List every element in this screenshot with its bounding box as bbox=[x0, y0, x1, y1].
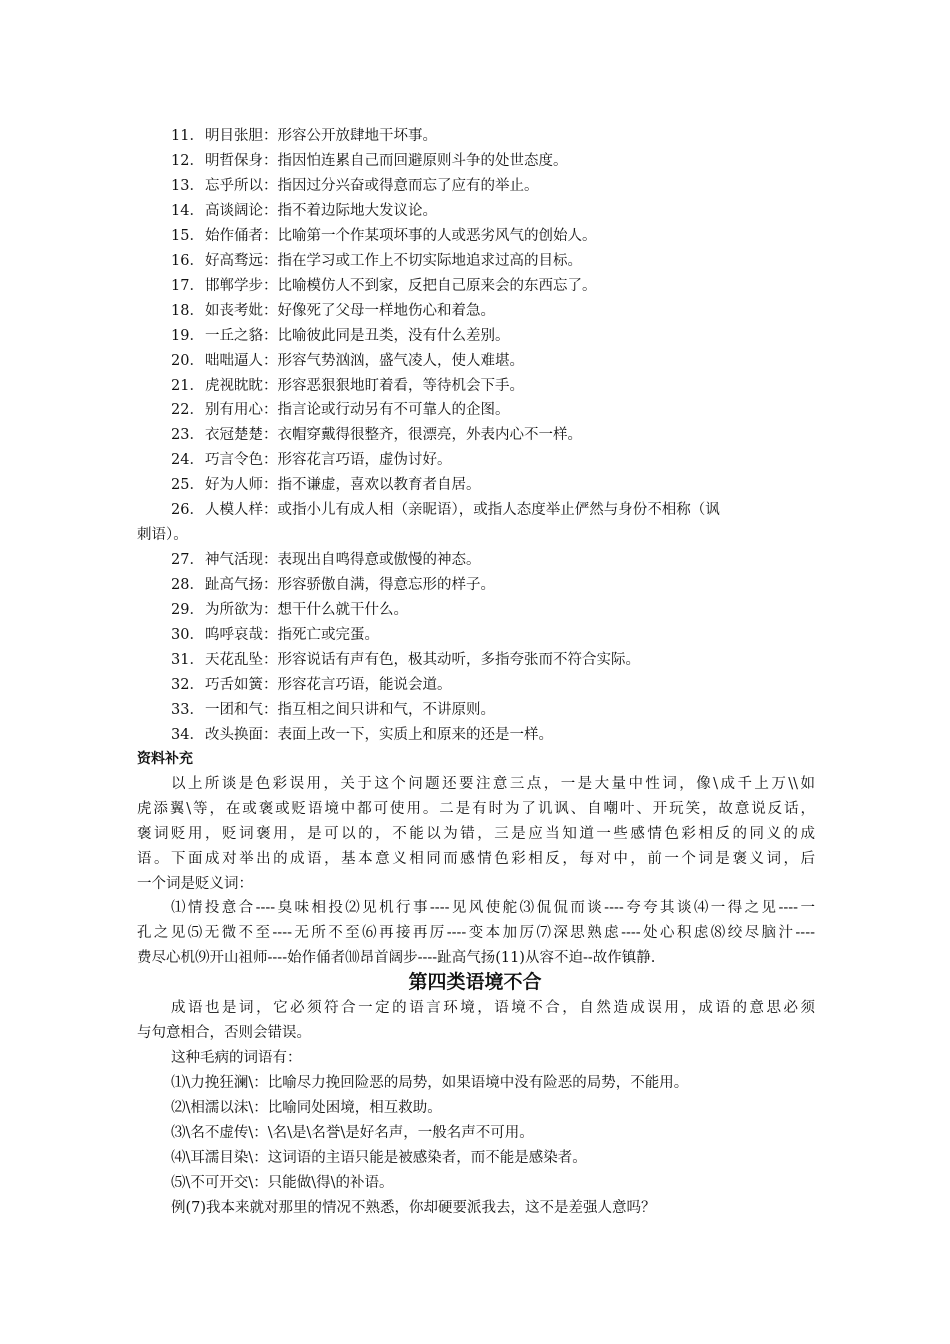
paragraph-line: 与句意相合，否则会错误。 bbox=[137, 1025, 311, 1041]
idiom-definition: 始作俑者：比喻第一个作某项坏事的人或恶劣风气的创始人。 bbox=[205, 227, 597, 244]
idiom-number: 16． bbox=[171, 252, 204, 269]
idiom-number: 31． bbox=[171, 651, 204, 668]
idiom-item bbox=[171, 299, 495, 324]
idiom-definition: 巧舌如簧：形容花言巧语，能说会道。 bbox=[205, 676, 452, 693]
list-item: 例(7)我本来就对那里的情况不熟悉，你却硬要派我去，这不是差强人意吗？ bbox=[171, 1200, 656, 1216]
section-title: 第四类语境不合 bbox=[408, 971, 542, 993]
idiom-number: 14． bbox=[171, 202, 204, 219]
idiom-item bbox=[171, 648, 640, 673]
idiom-definition: 咄咄逼人：形容气势汹汹，盛气凌人，使人难堪。 bbox=[205, 352, 524, 369]
idiom-definition: 好高骛远：指在学习或工作上不切实际地追求过高的目标。 bbox=[205, 252, 582, 269]
paragraph-line: 成语也是词，它必须符合一定的语言环境，语境不合，自然造成误用，成语的意思必须 bbox=[171, 1000, 815, 1016]
list-item: ⑵\相濡以沫\：比喻同处困境，相互救助。 bbox=[171, 1100, 442, 1116]
idiom-number: 33． bbox=[171, 701, 204, 718]
list-item: ⑸\不可开交\：只能做\得\的补语。 bbox=[171, 1175, 394, 1191]
idiom-definition: 衣冠楚楚：衣帽穿戴得很整齐，很漂亮，外表内心不一样。 bbox=[205, 427, 582, 444]
idiom-definition: 忘乎所以：指因过分兴奋或得意而忘了应有的举止。 bbox=[205, 177, 539, 194]
idiom-pair-line: ⑴情投意合----臭味相投⑵见机行事----见风使舵⑶侃侃而谈----夸夸其谈⑷一得之见----一 bbox=[171, 900, 815, 916]
idiom-item bbox=[171, 723, 553, 748]
idiom-definition: 好为人师：指不谦虚，喜欢以教育者自居。 bbox=[205, 477, 481, 494]
idiom-item bbox=[171, 224, 597, 249]
idiom-definition: 巧言令色：形容花言巧语，虚伪讨好。 bbox=[205, 452, 452, 469]
paragraph-line: 以上所谈是色彩误用，关于这个问题还要注意三点，一是大量中性词，像\成千上万\\如 bbox=[171, 776, 815, 792]
idiom-number: 13． bbox=[171, 177, 204, 194]
paragraph-line: 这种毛病的词语有： bbox=[171, 1050, 302, 1066]
idiom-number: 30． bbox=[171, 627, 204, 643]
idiom-number: 15． bbox=[171, 227, 204, 244]
idiom-item bbox=[171, 573, 495, 598]
list-item: ⑷\耳濡目染\：这词语的主语只能是被感染者，而不能是感染者。 bbox=[171, 1150, 587, 1166]
idiom-number: 29． bbox=[171, 602, 204, 619]
idiom-definition: 一团和气：指互相之间只讲和气，不讲原则。 bbox=[205, 701, 495, 718]
idiom-definition: 一丘之貉：比喻彼此同是丑类，没有什么差别。 bbox=[205, 327, 510, 344]
idiom-item bbox=[171, 548, 481, 573]
paragraph-line: 褒词贬用，贬词褒用，是可以的，不能以为错，三是应当知道一些感情色彩相反的同义的成 bbox=[137, 825, 815, 842]
idiom-definition: 神气活现：表现出自鸣得意或傲慢的神态。 bbox=[205, 552, 481, 569]
paragraph-line: 一个词是贬义词： bbox=[137, 875, 253, 892]
idiom-item bbox=[171, 498, 720, 523]
idiom-number: 18． bbox=[171, 302, 204, 319]
supplement-heading: 资料补充 bbox=[137, 751, 193, 767]
idiom-number: 23． bbox=[171, 427, 204, 444]
idiom-pair-line: 孔之见⑸无微不至----无所不至⑹再接再厉----变本加厉⑺深思熟虑----处心积虑⑻绞尽脑汁---- bbox=[137, 924, 815, 941]
idiom-item bbox=[171, 398, 510, 423]
idiom-definition: 趾高气扬：形容骄傲自满，得意忘形的样子。 bbox=[205, 577, 495, 594]
idiom-number: 34． bbox=[171, 726, 204, 743]
list-item: ⑴\力挽狂澜\：比喻尽力挽回险恶的局势，如果语境中没有险恶的局势，不能用。 bbox=[171, 1075, 689, 1091]
idiom-item bbox=[171, 124, 437, 149]
idiom-definition: 呜呼哀哉：指死亡或完蛋。 bbox=[205, 627, 379, 643]
idiom-definition: 改头换面：表面上改一下，实质上和原来的还是一样。 bbox=[205, 726, 553, 743]
idiom-definition: 明哲保身：指因怕连累自己而回避原则斗争的处世态度。 bbox=[205, 152, 568, 169]
idiom-item bbox=[171, 698, 495, 723]
idiom-number: 28． bbox=[171, 577, 204, 594]
idiom-item bbox=[171, 423, 582, 448]
idiom-number: 24． bbox=[171, 452, 204, 469]
idiom-pair-line: 费尽心机⑼开山祖师----始作俑者⑽昂首阔步----趾高气扬(11)从容不迫--故作镇静. bbox=[137, 949, 656, 966]
idiom-item bbox=[171, 673, 452, 698]
idiom-definition: 虎视眈眈：形容恶狠狠地盯着看，等待机会下手。 bbox=[205, 377, 524, 394]
idiom-definition: 如丧考妣：好像死了父母一样地伤心和着急。 bbox=[205, 302, 495, 319]
idiom-number: 12． bbox=[171, 152, 204, 169]
idiom-item bbox=[171, 349, 524, 374]
idiom-item bbox=[171, 199, 437, 224]
idiom-item bbox=[171, 174, 539, 199]
idiom-definition: 高谈阔论：指不着边际地大发议论。 bbox=[205, 202, 437, 219]
idiom-number: 27． bbox=[171, 552, 204, 569]
idiom-item bbox=[171, 149, 568, 174]
idiom-item bbox=[171, 448, 452, 473]
idiom-number: 19． bbox=[171, 327, 204, 344]
idiom-number: 22． bbox=[171, 402, 204, 419]
paragraph-line: 虎添翼\等，在或褒或贬语境中都可使用。二是有时为了讥讽、自嘲叶、开玩笑，故意说反话， bbox=[137, 800, 815, 817]
list-item: ⑶\名不虚传\：\名\是\名誉\是好名声，一般名声不可用。 bbox=[171, 1125, 534, 1141]
idiom-number: 21． bbox=[171, 377, 204, 394]
idiom-definition-continued: 刺语）。 bbox=[137, 527, 188, 544]
idiom-definition: 别有用心：指言论或行动另有不可靠人的企图。 bbox=[205, 402, 510, 419]
idiom-definition: 人模人样：或指小儿有成人相（亲昵语），或指人态度举止俨然与身份不相称（讽 bbox=[205, 502, 720, 519]
idiom-number: 17． bbox=[171, 277, 204, 294]
idiom-definition: 邯郸学步：比喻模仿人不到家，反把自己原来会的东西忘了。 bbox=[205, 277, 597, 294]
idiom-number: 26． bbox=[171, 502, 204, 519]
idiom-item bbox=[171, 473, 481, 498]
idiom-item bbox=[171, 598, 408, 623]
idiom-number: 11． bbox=[171, 128, 204, 144]
idiom-item bbox=[171, 274, 597, 299]
idiom-definition: 为所欲为：想干什么就干什么。 bbox=[205, 602, 408, 619]
idiom-number: 25． bbox=[171, 477, 204, 494]
idiom-number: 32． bbox=[171, 676, 204, 693]
idiom-item bbox=[171, 374, 524, 399]
idiom-definition: 明目张胆：形容公开放肆地干坏事。 bbox=[205, 128, 437, 144]
idiom-item bbox=[171, 324, 510, 349]
idiom-definition: 天花乱坠：形容说话有声有色，极其动听，多指夸张而不符合实际。 bbox=[205, 651, 640, 668]
idiom-number: 20． bbox=[171, 352, 204, 369]
idiom-item bbox=[171, 249, 582, 274]
paragraph-line: 语。下面成对举出的成语，基本意义相同而感情色彩相反，每对中，前一个词是褒义词，后 bbox=[137, 850, 815, 867]
idiom-item bbox=[171, 623, 379, 648]
